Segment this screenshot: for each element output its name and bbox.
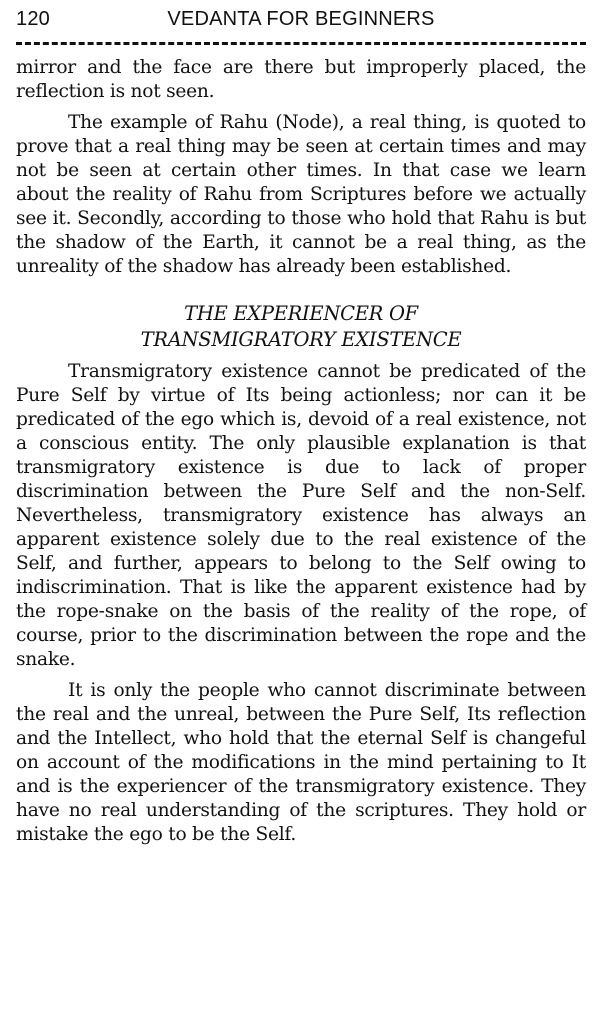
rahu-paragraph: The example of Rahu (Node), a real thing, is quoted to prove that a real thing may be seen at certain times and may not be seen at certain other times. In that case we learn about the reality of Rahu from Scriptures before we actually see it. Secondly, according to those who hold that Rahu is but the shadow of the Earth, it cannot be a real thing, as the unreality of the shadow has already been established. xyxy=(16,112,586,277)
section-heading-line-1: THE EXPERIENCER OF xyxy=(184,302,418,325)
discrimination-paragraph: It is only the people who cannot discriminate between the real and the unreal, between the Pure Self, Its reflection and the Intellect, who hold that the eternal Self is changeful on account of the modifications in the mind pertaining to It and is the experiencer of the transmigratory existence. They have no real understanding of the scriptures. They hold or mistake the ego to be the Self. xyxy=(16,680,586,845)
header-divider xyxy=(16,42,586,56)
page-body xyxy=(16,56,586,847)
book-page xyxy=(16,6,586,847)
section-heading xyxy=(16,301,586,353)
section-heading-line-2: TRANSMIGRATORY EXISTENCE xyxy=(140,328,462,351)
continuation-paragraph: mirror and the face are there but improperly placed, the reflection is not seen. xyxy=(16,57,586,102)
transmigratory-paragraph: Transmigratory existence cannot be predicated of the Pure Self by virtue of Its being actionless; nor can it be predicated of the ego which is, devoid of a real existence, not a conscious entity. The only plausible explanation is that transmigratory existence is due to lack of proper discrimination between the Pure Self and the non-Self. Nevertheless, transmigratory existence has always an apparent existence solely due to the real existence of the Self, and further, appears to belong to the Self owing to indiscrimination. That is like the apparent existence had by the rope-snake on the basis of the reality of the rope, of course, prior to the discrimination between the rope and the snake. xyxy=(16,361,586,670)
running-head: VEDANTA FOR BEGINNERS xyxy=(167,8,435,30)
page-header xyxy=(16,6,586,32)
page-number: 120 xyxy=(16,8,50,30)
